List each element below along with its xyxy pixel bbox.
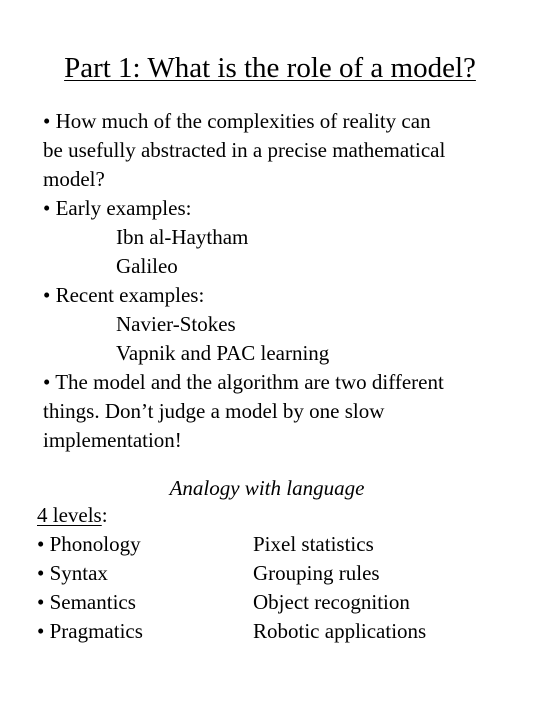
levels-row — [37, 617, 517, 646]
body-line: Galileo — [116, 254, 178, 278]
level-analogy: Robotic applications — [253, 619, 427, 643]
body-line: • Early examples: — [43, 196, 192, 220]
level-name: • Semantics — [37, 590, 136, 614]
level-name: • Pragmatics — [37, 619, 143, 643]
slide-title — [0, 48, 540, 88]
levels-row — [37, 559, 517, 588]
body-line: Navier-Stokes — [116, 312, 236, 336]
level-name: • Syntax — [37, 561, 108, 585]
level-name: • Phonology — [37, 532, 141, 556]
body-line: • Recent examples: — [43, 283, 205, 307]
levels-row — [37, 588, 517, 617]
body-line: be usefully abstracted in a precise mathematical — [43, 138, 446, 162]
level-analogy: Pixel statistics — [253, 532, 374, 556]
body-line: things. Don’t judge a model by one slow — [43, 399, 385, 423]
levels-list — [37, 501, 517, 646]
body-text — [43, 107, 513, 455]
levels-header-text: 4 levels — [37, 503, 102, 527]
body-line: • The model and the algorithm are two different — [43, 370, 444, 394]
level-analogy: Grouping rules — [253, 561, 380, 585]
body-line: • How much of the complexities of reality can — [43, 109, 431, 133]
slide-title-text: Part 1: What is the role of a model? — [64, 52, 476, 84]
body-line: implementation! — [43, 428, 182, 452]
body-line: model? — [43, 167, 105, 191]
levels-header — [37, 501, 517, 530]
body-line: Ibn al-Haytham — [116, 225, 249, 249]
analogy-heading: Analogy with language — [169, 476, 365, 500]
level-analogy: Object recognition — [253, 590, 410, 614]
body-line: Vapnik and PAC learning — [116, 341, 330, 365]
levels-header-colon: : — [101, 503, 108, 527]
levels-row — [37, 530, 517, 559]
